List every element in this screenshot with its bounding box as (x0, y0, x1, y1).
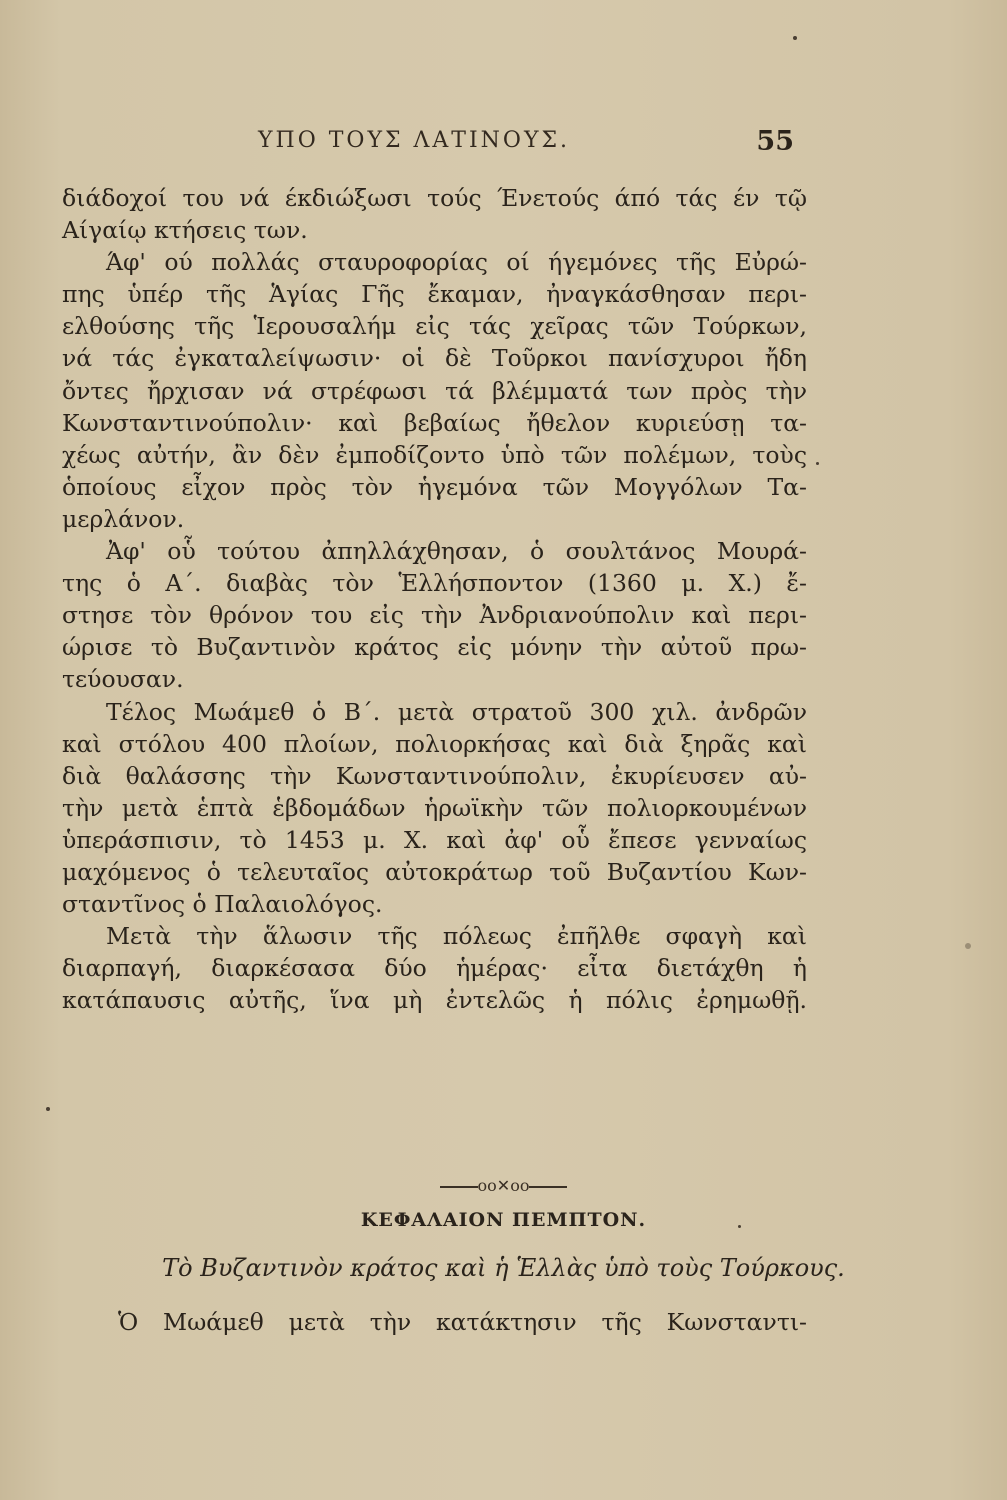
body-text (62, 182, 807, 1016)
text-line: ὁποίους εἶχον πρὸς τὸν ἡγεμόνα τῶν Μογγόλων Τα- (62, 472, 807, 501)
page-header (258, 128, 794, 164)
running-title: ΥΠΟ ΤΟΥΣ ΛΑΤΙΝΟΥΣ. (258, 128, 571, 153)
paper-speck (816, 462, 819, 465)
ornament-glyphs: oo✕oo (477, 1176, 530, 1195)
text-line: ὄντες ἤρχισαν νά στρέφωσι τά βλέμματά των πρὸς τὴν (62, 376, 807, 405)
text-line: μαχόμενος ὁ τελευταῖος αὐτοκράτωρ τοῦ Βυζαντίου Κων- (62, 857, 807, 886)
chapter-heading: ΚΕΦΑΛΑΙΟΝ ΠΕΜΠΤΟΝ. (360, 1209, 647, 1231)
text-line: τὴν μετὰ ἑπτὰ ἑβδομάδων ἡρωϊκὴν τῶν πολιορκουμένων (62, 793, 807, 822)
text-line: ελθούσης τῆς Ἱερουσαλήμ εἰς τάς χεῖρας τῶν Τούρκων, (62, 312, 807, 341)
paper-speck (738, 1225, 741, 1228)
text-line: στησε τὸν θρόνον του εἰς τὴν Ἀνδριανούπολιν καὶ περι- (62, 601, 807, 630)
page-number: 55 (756, 126, 794, 157)
text-line: διὰ θαλάσσης τὴν Κωνσταντινούπολιν, ἐκυρίευσεν αὐ- (62, 761, 807, 790)
text-line: ώρισε τὸ Βυζαντινὸν κράτος εἰς μόνην τὴν αὐτοῦ πρω- (62, 633, 807, 662)
text-line: πης ὑπέρ τῆς Ἁγίας Γῆς ἔκαμαν, ἠναγκάσθησαν περι- (62, 280, 807, 309)
chapter-subtitle: Τὸ Βυζαντινὸν κράτος καὶ ἡ Ἑλλὰς ὑπὸ τοὺς Τούρκους. (162, 1254, 845, 1282)
text-line: χέως αὐτήν, ἂν δὲν ἐμποδίζοντο ὑπὸ τῶν πολέμων, τοὺς (62, 440, 807, 469)
paper-speck (965, 943, 971, 949)
paper-speck (793, 36, 797, 40)
paper-speck (46, 1107, 50, 1111)
text-line: καὶ στόλου 400 πλοίων, πολιορκήσας καὶ διὰ ξηρᾶς καὶ (62, 729, 807, 758)
text-line: σταντῖνος ὁ Παλαιολόγος. (62, 890, 383, 919)
text-line: κατάπαυσις αὐτῆς, ἵνα μὴ ἐντελῶς ἡ πόλις ἐρημωθῇ. (62, 986, 807, 1015)
text-line: Άφ' ού πολλάς σταυροφορίας οί ήγεμόνες τῆς Εὐρώ- (106, 248, 807, 277)
ornament-rule-left (440, 1186, 478, 1188)
text-line: Τέλος Μωάμεθ ὁ Β΄. μετὰ στρατοῦ 300 χιλ. ἀνδρῶν (106, 697, 807, 726)
text-line: της ὁ Α΄. διαβὰς τὸν Ἑλλήσποντον (1360 μ. Χ.) ἔ- (62, 569, 807, 598)
text-line: μερλάνον. (62, 504, 185, 533)
text-line: διαρπαγή, διαρκέσασα δύο ἡμέρας· εἶτα διετάχθη ἡ (62, 954, 807, 983)
ornament-rule-right (529, 1186, 567, 1188)
text-line: Ἀφ' οὗ τούτου ἀπηλλάχθησαν, ὁ σουλτάνος Μουρά- (106, 537, 807, 566)
text-line: ὑπεράσπισιν, τὸ 1453 μ. Χ. καὶ ἀφ' οὗ ἔπεσε γενναίως (62, 825, 807, 854)
section-ornament (0, 1176, 1007, 1195)
text-line: Αίγαίῳ κτήσεις των. (62, 216, 308, 245)
chapter-first-line: Ὁ Μωάμεθ μετὰ τὴν κατάκτησιν τῆς Κωνσταντι- (118, 1308, 807, 1336)
text-line: διάδοχοί του νά έκδιώξωσι τούς Ένετούς άπό τάς έν τῷ (62, 184, 807, 212)
text-line: τεύουσαν. (62, 665, 184, 694)
text-line: Μετὰ τὴν ἅλωσιν τῆς πόλεως ἐπῆλθε σφαγὴ καὶ (106, 922, 807, 951)
text-line: Κωνσταντινούπολιν· καὶ βεβαίως ἤθελον κυριεύσῃ τα- (62, 408, 807, 437)
text-line: νά τάς ἐγκαταλείψωσιν· οἱ δὲ Τοῦρκοι πανίσχυροι ἤδη (62, 344, 807, 373)
